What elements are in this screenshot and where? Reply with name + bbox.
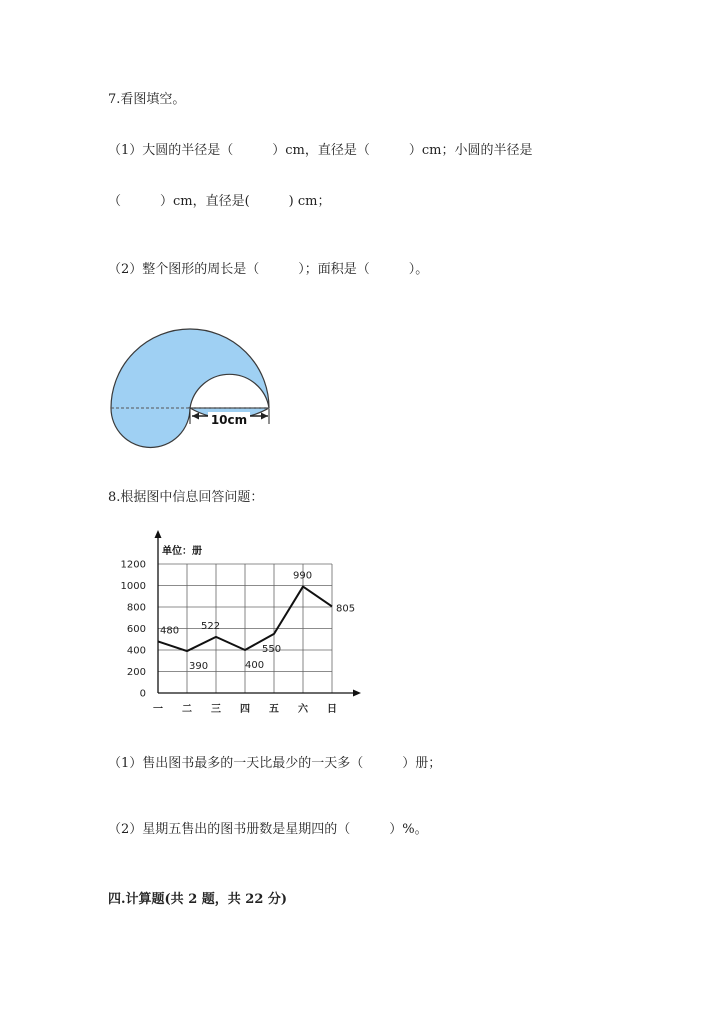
- q8-title: 8.根据图中信息回答问题：: [108, 490, 264, 505]
- y-tick-labels: [121, 560, 146, 700]
- y-tick-label: 400: [126, 645, 146, 657]
- section-4-title: 四.计算题(共 2 题，共 22 分): [108, 892, 288, 907]
- x-tick-label: 三: [211, 704, 221, 715]
- data-label: 390: [189, 661, 209, 673]
- y-tick-label: 1200: [120, 559, 146, 571]
- crescent-shape: [111, 329, 269, 448]
- q7-line-3: （2）整个图形的周长是（ ）；面积是（ ）。: [108, 262, 429, 277]
- x-tick-label: 日: [327, 704, 337, 715]
- dimension-arrow-left: [192, 413, 199, 420]
- unit-label: 单位：册: [162, 546, 202, 557]
- y-axis-arrow: [155, 530, 162, 538]
- q8-line-2: （2）星期五售出的图书册数是星期四的（ ）%。: [108, 822, 428, 837]
- x-tick-label: 一: [153, 704, 163, 715]
- y-tick-label: 1000: [120, 581, 146, 592]
- y-tick-label: 200: [126, 667, 146, 678]
- data-label: 805: [336, 603, 356, 615]
- data-label: 550: [262, 643, 282, 655]
- x-axis-arrow: [353, 690, 361, 697]
- q7-line-2: （ ）cm，直径是( ) cm；: [108, 194, 331, 209]
- y-tick-label: 0: [139, 688, 146, 700]
- y-tick-label: 600: [126, 624, 146, 635]
- crescent-figure: [108, 318, 278, 450]
- x-tick-label: 六: [298, 704, 308, 715]
- x-tick-label: 四: [240, 704, 250, 715]
- q7-title: 7.看图填空。: [108, 92, 186, 107]
- x-tick-labels: [153, 702, 337, 715]
- sales-line-chart: [118, 528, 368, 718]
- data-label: 990: [293, 570, 313, 582]
- x-tick-label: 五: [269, 704, 279, 715]
- y-tick-label: 800: [126, 602, 146, 614]
- dimension-arrow-right: [261, 413, 268, 420]
- q8-line-1: （1）售出图书最多的一天比最少的一天多（ ）册；: [108, 756, 442, 771]
- data-label: 400: [245, 660, 265, 671]
- dimension-label: 10cm: [210, 413, 248, 427]
- q7-line-1: （1）大圆的半径是（ ）cm，直径是（ ）cm；小圆的半径是: [108, 143, 533, 158]
- data-label: 480: [160, 625, 180, 637]
- chart-grid: [158, 564, 332, 693]
- x-tick-label: 二: [182, 704, 192, 715]
- data-label: 522: [201, 620, 221, 632]
